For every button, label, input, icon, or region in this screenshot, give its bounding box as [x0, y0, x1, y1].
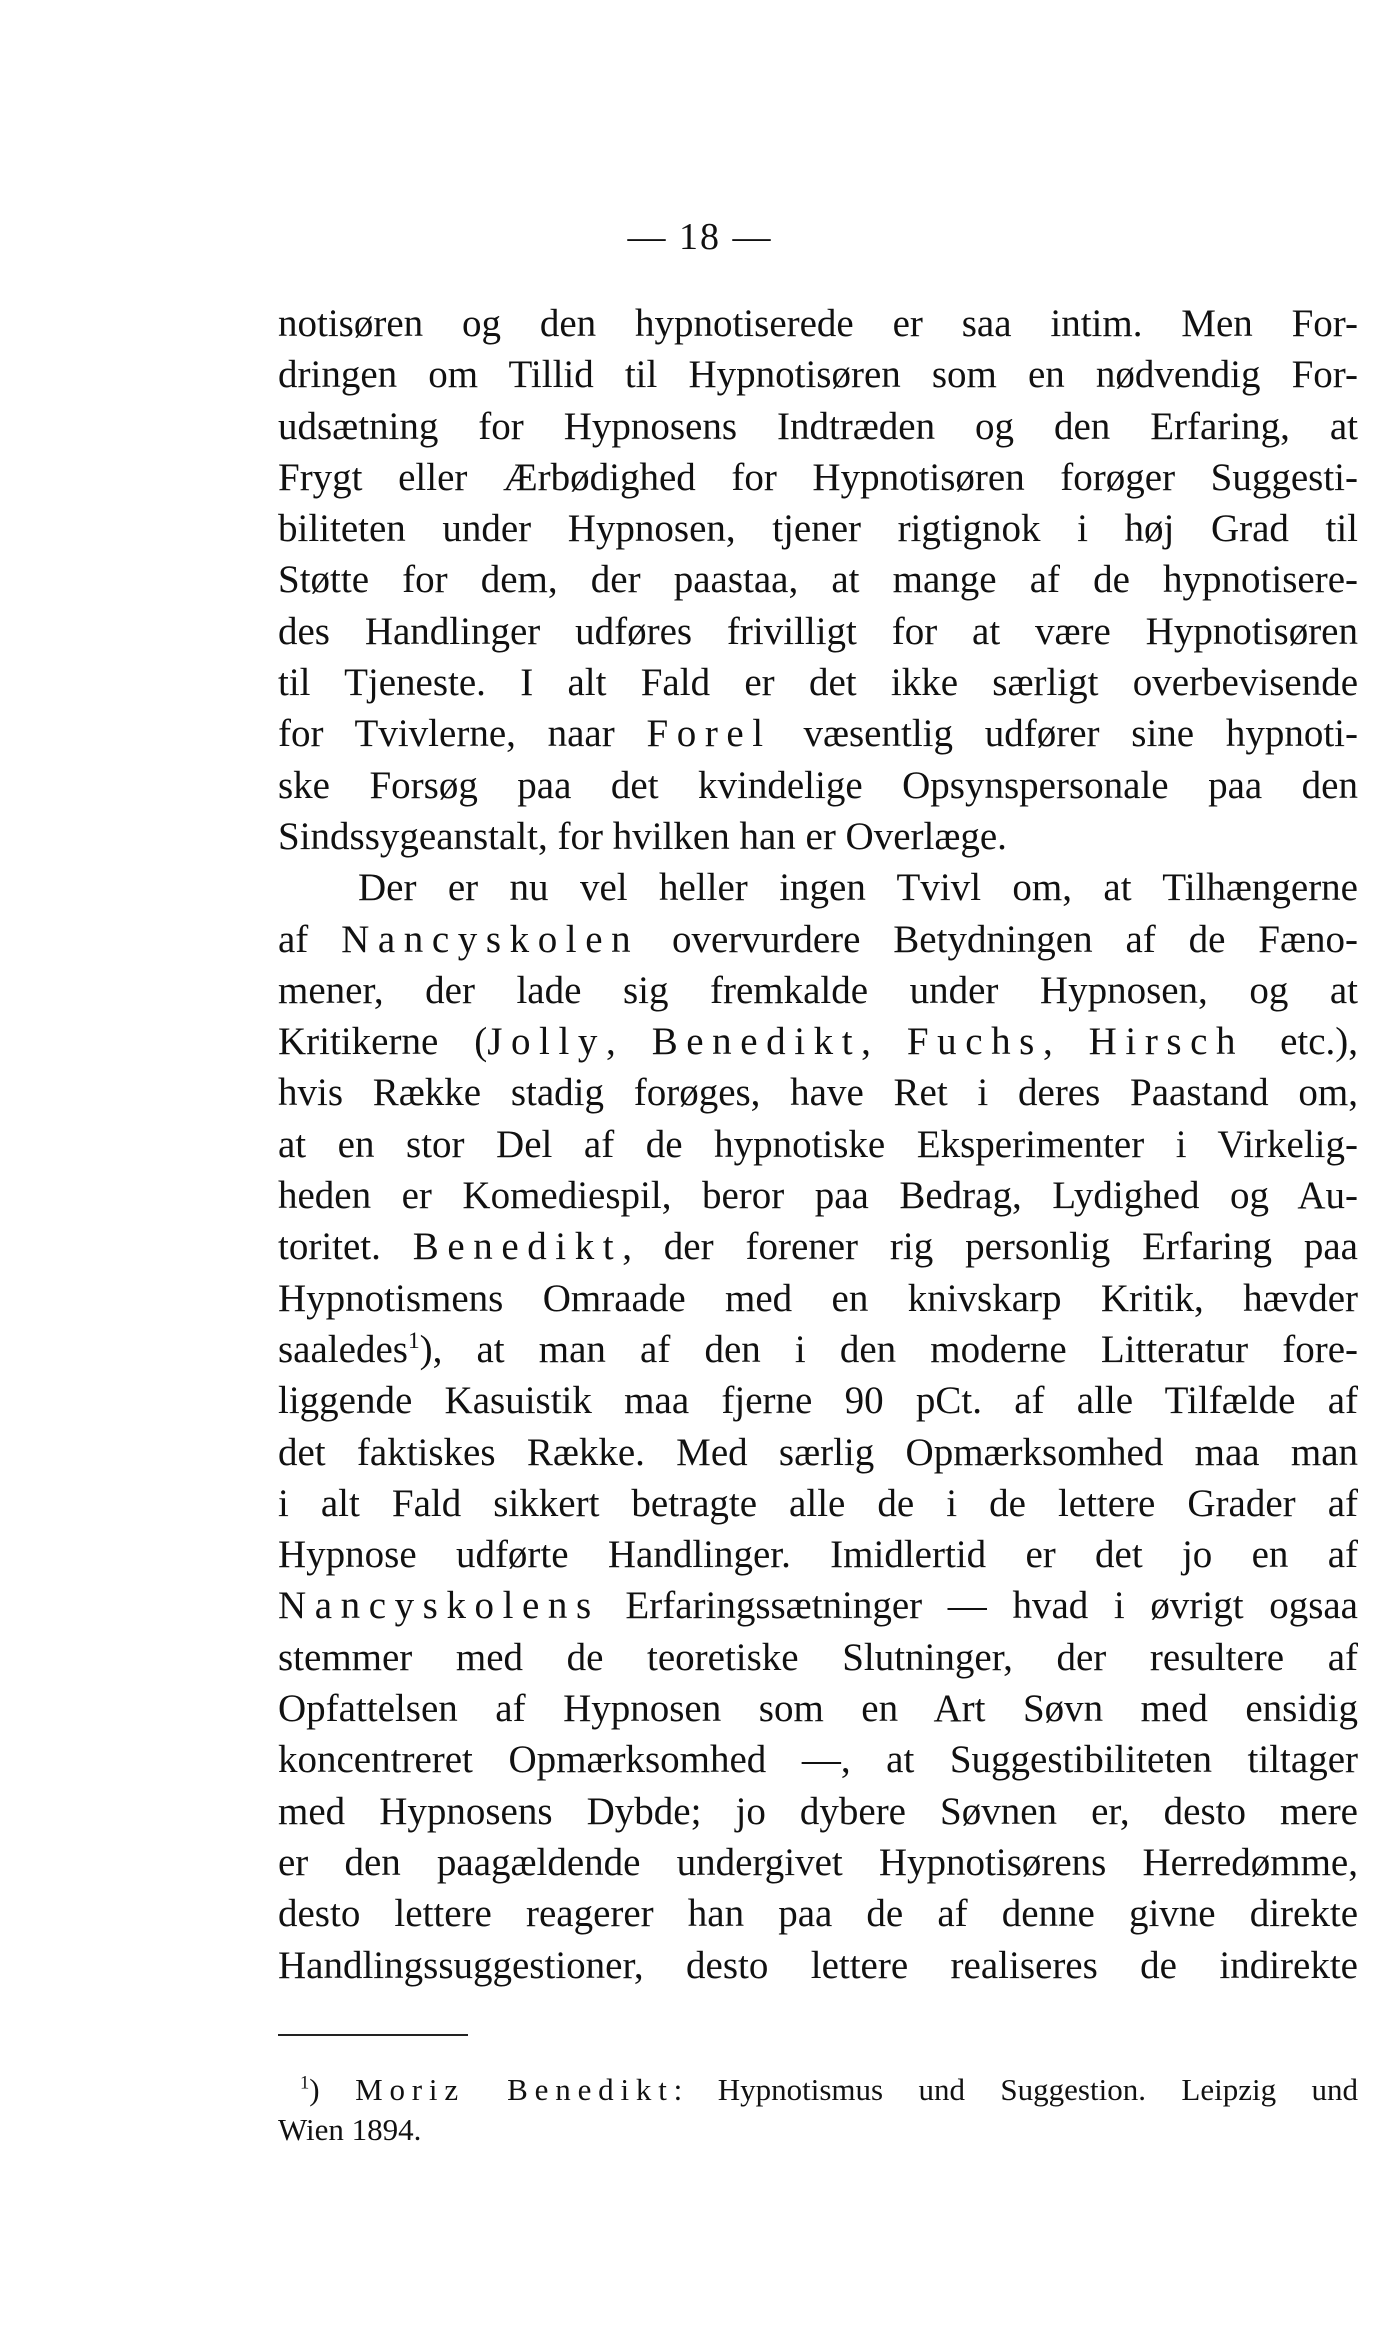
text-line: stemmer med de teoretiske Slutninger, der resultere af — [278, 1635, 1358, 1679]
text-line: heden er Komediespil, beror paa Bedrag, Lydighed og Au- — [278, 1174, 1358, 1218]
spaced-name: Fuchs — [906, 1020, 1043, 1064]
text-line: Handlingssuggestioner, desto lettere realiseres de indirekte — [278, 1943, 1358, 1987]
body-text — [278, 298, 1358, 1991]
footnote-marker: 1 — [300, 2072, 310, 2094]
text-line: i alt Fald sikkert betragte alle de i de lettere Grader af — [278, 1481, 1358, 1525]
text-line: notisøren og den hypnotiserede er saa intim. Men For- — [278, 302, 1358, 345]
text-line: Kritikerne (Jolly, Benedikt, Fuchs, Hirsch etc.), — [278, 1020, 1359, 1064]
footnote-author: Moriz Benedikt — [355, 2072, 674, 2107]
text-line: at en stor Del af de hypnotiske Eksperimenter i Virkelig- — [278, 1122, 1358, 1166]
text-line: af Nancyskolen overvurdere Betydningen af de Fæno- — [278, 917, 1358, 961]
footnote-divider — [278, 2034, 468, 2036]
spaced-name: Nancyskolens — [278, 1584, 600, 1628]
text-line: er den paagældende undergivet Hypnotisørens Herredømme, — [278, 1840, 1358, 1884]
spaced-name: Jolly — [487, 1020, 606, 1064]
footnote-line: Wien 1894. — [278, 2112, 422, 2147]
spaced-name: Nancyskolen — [341, 917, 640, 961]
text-line: Hypnotismens Omraade med en knivskarp Kritik, hævder — [278, 1276, 1358, 1320]
text-line: des Handlinger udføres frivilligt for at være Hypnotisøren — [278, 609, 1358, 653]
spaced-name: Benedikt — [651, 1020, 862, 1064]
spaced-name: Hirsch — [1088, 1020, 1245, 1064]
text-line: hvis Række stadig forøges, have Ret i deres Paastand om, — [278, 1071, 1358, 1115]
footnote — [278, 2070, 1358, 2150]
text-line: til Tjeneste. I alt Fald er det ikke særligt overbevisende — [278, 661, 1358, 705]
text-line: med Hypnosens Dybde; jo dybere Søvnen er, desto mere — [278, 1789, 1358, 1833]
text-line: mener, der lade sig fremkalde under Hypnosen, og at — [278, 968, 1358, 1012]
text-line: Nancyskolens Erfaringssætninger — hvad i øvrigt ogsaa — [278, 1584, 1358, 1628]
text-line: ske Forsøg paa det kvindelige Opsynspersonale paa den — [278, 763, 1358, 807]
text-line: dringen om Tillid til Hypnotisøren som en nødvendig For- — [278, 353, 1358, 397]
paragraph — [278, 298, 1358, 862]
text-line: koncentreret Opmærksomhed —, at Suggestibiliteten tiltager — [278, 1738, 1358, 1782]
text-line: Opfattelsen af Hypnosen som en Art Søvn med ensidig — [278, 1687, 1358, 1731]
text-line: Støtte for dem, der paastaa, at mange af de hypnotisere- — [278, 558, 1358, 602]
footnote-line: $^1$) Moriz Benedikt: Hypnotismus und Suggestion. Leipzig und — [300, 2072, 1358, 2107]
text-line: Der er nu vel heller ingen Tvivl om, at Tilhængerne — [358, 866, 1358, 910]
paragraph — [278, 862, 1358, 1991]
text-line: saaledes$^1$), at man af den i den moderne Litteratur fore- — [278, 1327, 1358, 1371]
text-line: Sindssygeanstalt, for hvilken han er Overlæge. — [278, 814, 1007, 858]
text-line: toritet. Benedikt, der forener rig personlig Erfaring paa — [278, 1225, 1358, 1269]
footnote-marker: 1 — [407, 1327, 420, 1354]
spaced-name: Benedikt — [412, 1225, 623, 1269]
text-line: det faktiskes Række. Med særlig Opmærksomhed maa man — [278, 1430, 1358, 1474]
text-line: desto lettere reagerer han paa de af denne givne direkte — [278, 1892, 1358, 1936]
text-line: Hypnose udførte Handlinger. Imidlertid er det jo en af — [278, 1533, 1358, 1577]
page-number: — 18 — — [627, 216, 773, 258]
text-line: for Tvivlerne, naar Forel væsentlig udfører sine hypnoti- — [278, 712, 1359, 756]
text-line: liggende Kasuistik maa fjerne 90 pCt. af alle Tilfælde af — [278, 1379, 1358, 1423]
text-line: Frygt eller Ærbødighed for Hypnotisøren forøger Suggesti- — [278, 455, 1358, 499]
text-line: biliteten under Hypnosen, tjener rigtignok i høj Grad til — [278, 507, 1358, 551]
text-line: udsætning for Hypnosens Indtræden og den Erfaring, at — [278, 404, 1358, 448]
spaced-name: Forel — [646, 712, 772, 756]
